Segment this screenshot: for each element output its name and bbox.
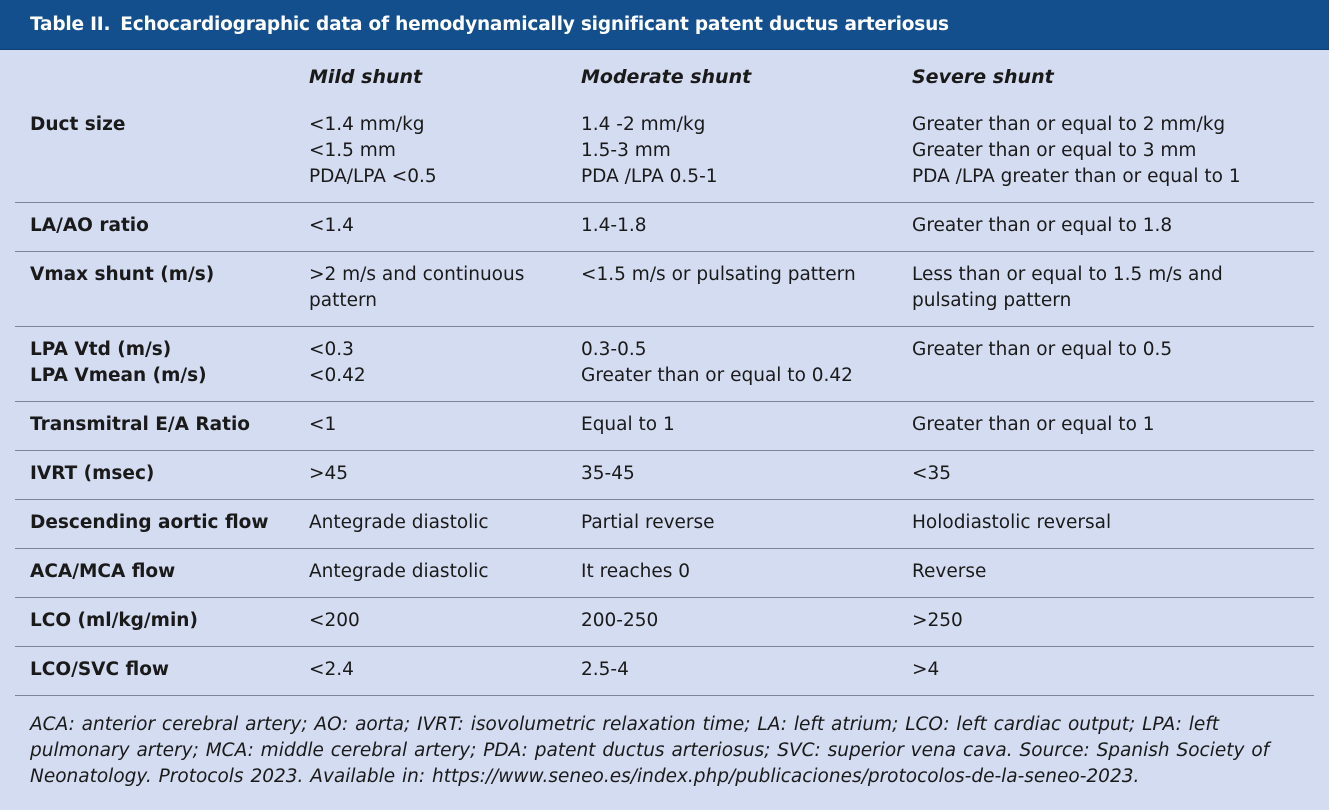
table-title-bar xyxy=(0,0,1329,50)
table-row xyxy=(15,402,1314,451)
row-label xyxy=(15,102,294,203)
row-label-line: ACA/MCA flow xyxy=(30,561,176,582)
cell-moderate-line: Partial reverse xyxy=(581,512,715,533)
cell-moderate-line: 1.4 -2 mm/kg xyxy=(581,114,706,135)
cell-severe-line: Greater than or equal to 1 xyxy=(912,414,1155,435)
cell-moderate-line: 1.5-3 mm xyxy=(581,140,671,161)
cell-moderate-line: <1.5 m/s or pulsating pattern xyxy=(581,264,856,285)
cell-severe-line: pulsating pattern xyxy=(912,290,1072,311)
row-label xyxy=(15,252,294,327)
table-row xyxy=(15,327,1314,402)
cell-severe xyxy=(897,252,1314,327)
cell-moderate xyxy=(566,402,897,451)
cell-mild xyxy=(294,203,566,252)
row-label xyxy=(15,402,294,451)
header-moderate-shunt: Moderate shunt xyxy=(581,66,752,88)
cell-mild-line: <200 xyxy=(309,610,360,631)
cell-moderate xyxy=(566,252,897,327)
cell-mild-line: PDA/LPA <0.5 xyxy=(309,166,437,187)
row-label xyxy=(15,647,294,696)
row-label-line: IVRT (msec) xyxy=(30,463,155,484)
cell-severe xyxy=(897,549,1314,598)
cell-mild xyxy=(294,102,566,203)
table-footnote: ACA: anterior cerebral artery; AO: aorta; IVRT: isovolumetric relaxation time; LA: left atrium; LCO: left cardiac output; LPA: left pulmonary artery; MCA: middle cerebral artery; PDA: patent ductus arteriosus; SVC: superior vena cava. Source: Spanish Society of Neonatology. Protocols 2023. Available in: https://www.seneo.es/index.php/publicaciones/protocolos-de-la-seneo-2023. xyxy=(30,714,1270,787)
cell-mild-line: Antegrade diastolic xyxy=(309,512,489,533)
cell-severe xyxy=(897,451,1314,500)
table-title: Echocardiographic data of hemodynamically significant patent ductus arteriosus xyxy=(120,14,949,35)
cell-mild-line: <0.3 xyxy=(309,339,354,360)
table-row xyxy=(15,549,1314,598)
cell-severe-line: >4 xyxy=(912,659,940,680)
cell-moderate-line: Equal to 1 xyxy=(581,414,675,435)
cell-severe-line: >250 xyxy=(912,610,963,631)
cell-severe xyxy=(897,647,1314,696)
row-label xyxy=(15,549,294,598)
cell-mild xyxy=(294,451,566,500)
cell-moderate-line: 1.4-1.8 xyxy=(581,215,647,236)
table-row xyxy=(15,203,1314,252)
cell-severe-line: Holodiastolic reversal xyxy=(912,512,1112,533)
table-row xyxy=(15,598,1314,647)
cell-severe xyxy=(897,102,1314,203)
table-row xyxy=(15,647,1314,696)
cell-mild-line: <1 xyxy=(309,414,337,435)
cell-moderate xyxy=(566,549,897,598)
row-label-line: Transmitral E/A Ratio xyxy=(30,414,251,435)
cell-mild xyxy=(294,647,566,696)
cell-severe-line: Greater than or equal to 3 mm xyxy=(912,140,1197,161)
cell-severe-line: <35 xyxy=(912,463,952,484)
row-label-line: Descending aortic flow xyxy=(30,512,269,533)
row-label xyxy=(15,203,294,252)
cell-mild xyxy=(294,500,566,549)
table-number: Table II. xyxy=(30,14,111,35)
cell-severe-line: Less than or equal to 1.5 m/s and xyxy=(912,264,1223,285)
cell-mild xyxy=(294,252,566,327)
cell-mild-line: <1.4 xyxy=(309,215,354,236)
cell-mild-line: >2 m/s and continuous xyxy=(309,264,525,285)
row-label-line: Vmax shunt (m/s) xyxy=(30,264,215,285)
cell-mild-line: pattern xyxy=(309,290,377,311)
row-label xyxy=(15,451,294,500)
cell-severe xyxy=(897,203,1314,252)
row-label-line: LCO/SVC flow xyxy=(30,659,170,680)
row-label xyxy=(15,327,294,402)
cell-moderate-line: 35-45 xyxy=(581,463,635,484)
cell-mild xyxy=(294,402,566,451)
cell-moderate xyxy=(566,647,897,696)
cell-moderate xyxy=(566,102,897,203)
cell-moderate xyxy=(566,598,897,647)
table-body xyxy=(15,102,1314,696)
cell-moderate-line: 200-250 xyxy=(581,610,659,631)
cell-mild-line: <0.42 xyxy=(309,365,366,386)
row-label xyxy=(15,500,294,549)
cell-mild-line: Antegrade diastolic xyxy=(309,561,489,582)
row-label-line: Duct size xyxy=(30,114,126,135)
cell-mild-line: <1.5 mm xyxy=(309,140,396,161)
row-label-line: LCO (ml/kg/min) xyxy=(30,610,198,631)
row-label xyxy=(15,598,294,647)
row-label-line: LA/AO ratio xyxy=(30,215,149,236)
cell-severe xyxy=(897,500,1314,549)
cell-severe xyxy=(897,327,1314,402)
cell-moderate-line: 0.3-0.5 xyxy=(581,339,647,360)
cell-mild-line: <2.4 xyxy=(309,659,354,680)
cell-moderate xyxy=(566,327,897,402)
cell-mild xyxy=(294,327,566,402)
table-header-row xyxy=(15,50,1314,102)
cell-severe xyxy=(897,402,1314,451)
cell-moderate xyxy=(566,500,897,549)
table-row xyxy=(15,500,1314,549)
cell-severe-line: PDA /LPA greater than or equal to 1 xyxy=(912,166,1241,187)
row-label-line: LPA Vtd (m/s) xyxy=(30,339,172,360)
cell-severe-line: Reverse xyxy=(912,561,987,582)
cell-moderate xyxy=(566,203,897,252)
cell-severe-line: Greater than or equal to 2 mm/kg xyxy=(912,114,1226,135)
cell-mild-line: <1.4 mm/kg xyxy=(309,114,425,135)
header-severe-shunt: Severe shunt xyxy=(912,66,1054,88)
table-row xyxy=(15,451,1314,500)
cell-moderate-line: PDA /LPA 0.5-1 xyxy=(581,166,718,187)
cell-moderate-line: 2.5-4 xyxy=(581,659,629,680)
cell-moderate xyxy=(566,451,897,500)
table-row xyxy=(15,252,1314,327)
cell-severe-line: Greater than or equal to 0.5 xyxy=(912,339,1173,360)
header-mild-shunt: Mild shunt xyxy=(309,66,423,88)
row-label-line: LPA Vmean (m/s) xyxy=(30,365,207,386)
cell-mild xyxy=(294,598,566,647)
cell-moderate-line: Greater than or equal to 0.42 xyxy=(581,365,853,386)
cell-severe xyxy=(897,598,1314,647)
echo-data-table xyxy=(15,50,1314,696)
header-parameter xyxy=(15,50,294,102)
cell-severe-line: Greater than or equal to 1.8 xyxy=(912,215,1173,236)
table-row xyxy=(15,102,1314,203)
cell-moderate-line: It reaches 0 xyxy=(581,561,691,582)
cell-mild-line: >45 xyxy=(309,463,349,484)
cell-mild xyxy=(294,549,566,598)
